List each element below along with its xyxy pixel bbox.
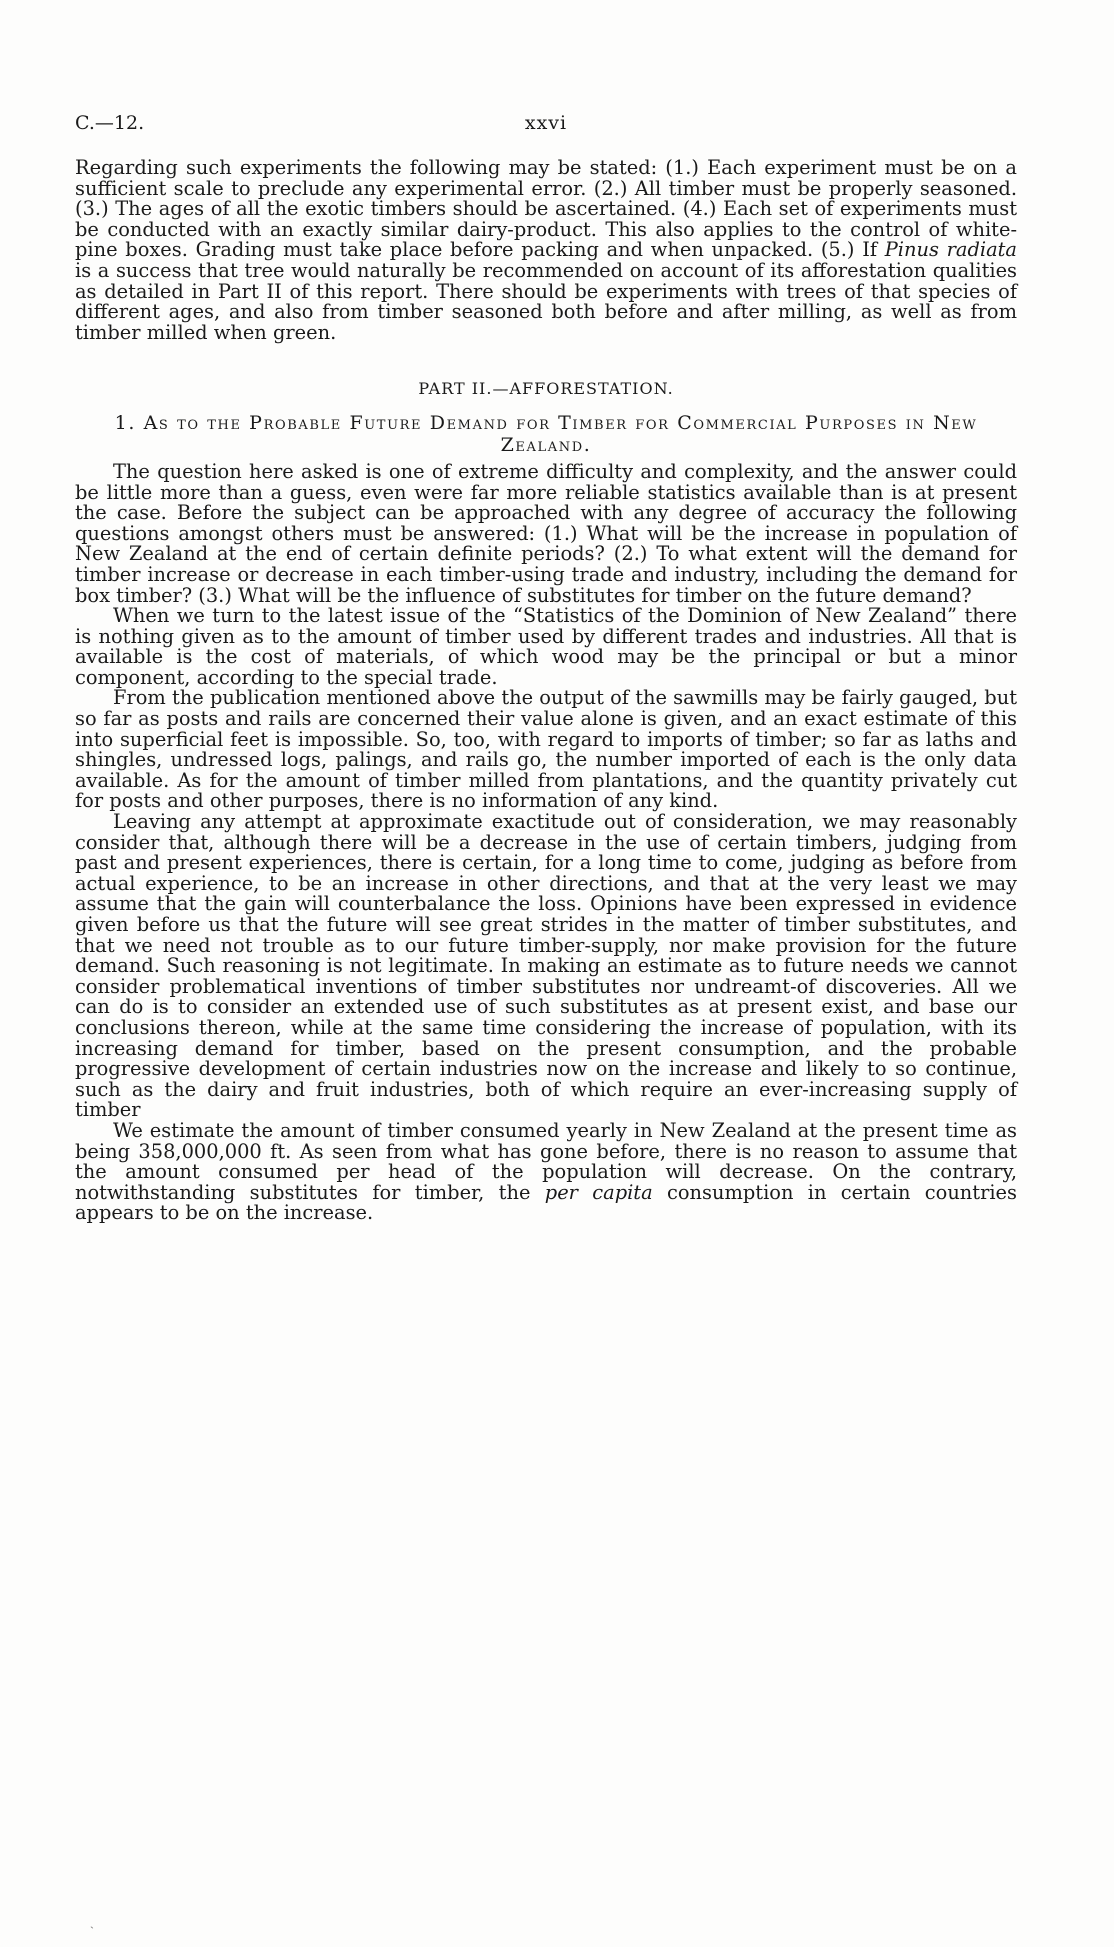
latin-phrase: per capita bbox=[544, 1180, 653, 1204]
scan-mark: ˎ bbox=[90, 1915, 94, 1929]
page-number: xxvi bbox=[524, 112, 568, 134]
document-reference: C.—12. bbox=[75, 112, 145, 134]
paragraph: From the publication mentioned above the output of the sawmills may be fairly gauged, but so far as posts and rails are concerned their value alone is given, and an exact estimate of this into superficial feet is impossible. So, too, with regard to imports of timber; so far as laths and shingles, undressed logs, palings, and rails go, the number imported of each is the only data available. As for the amount of timber milled from plantations, and the quantity privately cut for posts and other purposes, there is no information of any kind. bbox=[75, 686, 1017, 813]
section-title: PART II.—AFFORESTATION. bbox=[418, 379, 674, 399]
subsection-heading: As to the Probable Future Demand for Timber for Commercial Purposes in New Zealand. bbox=[143, 411, 978, 456]
final-paragraph: We estimate the amount of timber consumed yearly in New Zealand at the present time as being 358,000,000 ft. As seen from what has gone before, there is no reason to assume that the amount consumed per head of the population will decrease. On the contrary, notwithstanding substitutes for timber, the per capita consumption in certain countries appears to be on the increase. bbox=[75, 1118, 1017, 1225]
subsection-number: 1. bbox=[114, 411, 136, 434]
page-header bbox=[75, 112, 1017, 142]
paragraph: The question here asked is one of extreme difficulty and complexity, and the answer could be little more than a guess, even were far more reliable statistics available than is at present the case. Before the subject can be approached with any degree of accuracy the following questions amongst others must be answered: (1.) What will be the increase in population of New Zealand at the end of certain definite periods? (2.) To what extent will the demand for timber increase or decrease in each timber-using trade and industry, including the demand for box timber? (3.) What will be the influence of substitutes for timber on the future demand? bbox=[75, 459, 1017, 607]
paragraph: When we turn to the latest issue of the “Statistics of the Dominion of New Zealand” there is nothing given as to the amount of timber used by different trades and industries. All that is available is the cost of materials, of which wood may be the principal or but a minor component, according to the special trade. bbox=[75, 604, 1017, 689]
subsection-title bbox=[75, 412, 1017, 456]
page-body bbox=[75, 158, 1017, 1224]
paragraph: Leaving any attempt at approximate exactitude out of consideration, we may reasonably consider that, although there will be a decrease in the use of certain timbers, judging from past and present experiences, there is certain, for a long time to come, judging as before from actual experience, to be an increase in other directions, and that at the very least we may assume that the gain will counterbalance the loss. Opinions have been expressed in evidence given before us that the future will see great strides in the matter of timber substitutes, and that we need not trouble as to our future timber-supply, nor make provision for the future demand. Such reasoning is not legitimate. In making an estimate as to future needs we cannot consider problematical inventions of timber substitutes nor undreamt-of discoveries. All we can do is to consider an extended use of such substitutes as at present exist, and base our conclusions thereon, while at the same time considering the increase of population, with its increasing demand for timber, based on the present consumption, and the probable progressive development of certain industries now on the increase and likely to so continue, such as the dairy and fruit industries, both of which require an ever-increasing supply of timber bbox=[75, 810, 1017, 1122]
species-name: Pinus radiata bbox=[884, 238, 1017, 262]
intro-paragraph: Regarding such experiments the following may be stated: (1.) Each experiment must be on a sufficient scale to preclude any experimental error. (2.) All timber must be properly seasoned. (3.) The ages of all the exotic timbers should be ascertained. (4.) Each set of experiments must be conducted with an exactly similar dairy-product. This also applies to the control of white-pine boxes. Grading must take place before packing and when unpacked. (5.) If Pinus radiata is a success that tree would naturally be recommended on account of its afforestation qualities as detailed in Part II of this report. There should be experiments with trees of that species of different ages, and also from timber seasoned both before and after milling, as well as from timber milled when green. bbox=[75, 156, 1017, 344]
